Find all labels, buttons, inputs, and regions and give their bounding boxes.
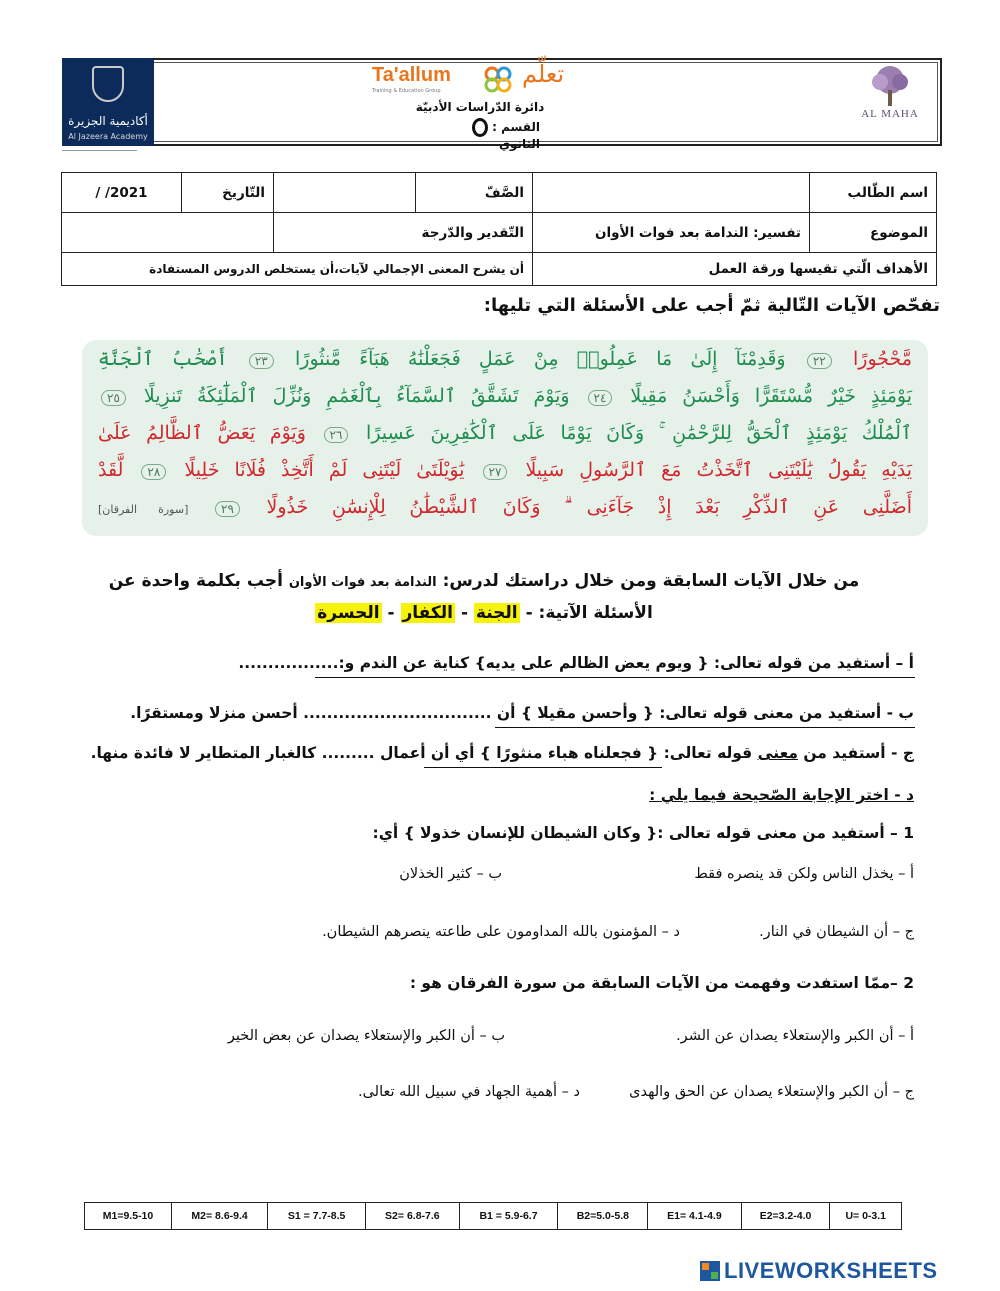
partner-subtitle: Training & Education Group bbox=[372, 88, 441, 94]
date-label: التّاريخ bbox=[182, 173, 274, 213]
grade-cell: B2=5.0-5.8 bbox=[558, 1203, 648, 1230]
question-a-verse: { ويوم يعض الظالم على يديه} bbox=[474, 654, 709, 672]
mcq-2-option-b[interactable]: ب – أن الكبر والإستعلاء يصدان عن بعض الخير bbox=[227, 1028, 505, 1044]
intro-part-3: الأسئلة الآتية: bbox=[538, 603, 653, 623]
question-a bbox=[84, 654, 914, 672]
mcq-2-option-a[interactable]: أ – أن الكبر والإستعلاء يصدان عن الشر. bbox=[676, 1028, 914, 1044]
grade-cell: E1= 4.1-4.9 bbox=[648, 1203, 741, 1230]
partner-name-en: Ta'allum bbox=[372, 64, 451, 86]
mcq-2-option-c[interactable]: ج – أن الكبر والإستعلاء يصدان عن الحق والهدى bbox=[629, 1084, 914, 1100]
mcq-2-option-d[interactable]: د – أهمية الجهاد في سبيل الله تعالى. bbox=[357, 1084, 580, 1100]
goals-label: الأهداف الّتي تقيسها ورقة العمل bbox=[533, 253, 937, 286]
crest-icon bbox=[92, 66, 124, 102]
word-bank-item: الجنة bbox=[475, 603, 518, 623]
verse-text: يَٰوَيْلَتَىٰ لَيْتَنِى لَمْ أَتَّخِذْ فُلَانًا خَلِيلًا bbox=[184, 459, 465, 481]
section-d bbox=[84, 786, 914, 804]
grade-cell: M2= 8.6-9.4 bbox=[172, 1203, 268, 1230]
verse-number: ٢٤ bbox=[588, 390, 613, 406]
verse-line-3 bbox=[98, 422, 912, 444]
verse-number: ٢٩ bbox=[215, 501, 240, 517]
verse-text: وَقَدِمْنَآ إِلَىٰ مَا عَمِلُوا۟ مِنْ عَمَلٍ فَجَعَلْنَٰهُ هَبَآءً مَّنثُورًا bbox=[295, 348, 786, 370]
verse-number: ٢٢ bbox=[807, 353, 832, 369]
verse-text: لَّقَدْ bbox=[98, 459, 124, 481]
quran-verses-panel bbox=[82, 340, 928, 536]
liveworksheets-badge-icon bbox=[700, 1261, 720, 1281]
word-bank-intro bbox=[84, 566, 884, 628]
instruction-heading: تفحّص الآيات التّالية ثمّ أجب على الأسئلة التي تليها: bbox=[483, 295, 940, 316]
separator: - bbox=[387, 603, 395, 623]
verse-text: وَيَوْمَ يَعَضُّ ٱلظَّالِمُ عَلَىٰ bbox=[98, 422, 306, 444]
right-logo-text: AL MAHA bbox=[861, 108, 919, 120]
question-c-word: معنى bbox=[757, 744, 798, 762]
word-bank-item: الحسرة bbox=[317, 603, 380, 623]
question-c-blank[interactable]: أن أعمال ......... كالغبار المتطاير لا فائدة منها. bbox=[90, 744, 450, 762]
verse-text: يَوْمَئِذٍ خَيْرٌ مُّسْتَقَرًّا وَأَحْسَنُ مَقِيلًا bbox=[630, 385, 912, 407]
student-info-table bbox=[61, 172, 937, 286]
question-c bbox=[84, 744, 914, 762]
department-title: دائرة الدّراسات الأدبيّة bbox=[415, 100, 545, 114]
intro-part-1: من خلال الآيات السابقة ومن خلال دراستك لدرس: bbox=[442, 571, 860, 591]
verse-number: ٢٨ bbox=[141, 464, 166, 480]
grade-cell: M1=9.5-10 bbox=[85, 1203, 172, 1230]
header-rule bbox=[62, 150, 137, 151]
mcq-1: 1 – أستفيد من معنى قوله تعالى :{ وكان الشيطان للإنسان خذولا } أي: bbox=[372, 824, 914, 842]
school-name-en: Al Jazeera Academy bbox=[68, 132, 148, 141]
verse-text: يَدَيْهِ يَقُولُ يَٰلَيْتَنِى ٱتَّخَذْتُ مَعَ ٱلرَّسُولِ سَبِيلًا bbox=[525, 459, 913, 481]
verse-text: ٱلْمُلْكُ يَوْمَئِذٍ ٱلْحَقُّ لِلرَّحْمَٰنِ ۚ وَكَانَ يَوْمًا عَلَى ٱلْكَٰفِرِينَ عَسِيرًا bbox=[366, 422, 912, 444]
topic-label: الموضوع bbox=[810, 213, 937, 253]
grade-cell: E2=3.2-4.0 bbox=[741, 1203, 830, 1230]
question-b-blank[interactable]: ................................ أحسن منزلا ومستقرًا. bbox=[130, 704, 492, 722]
question-b-prefix: ب - أستفيد من معنى قوله تعالى: bbox=[659, 704, 914, 722]
school-logo bbox=[62, 58, 154, 146]
liveworksheets-logo[interactable] bbox=[700, 1258, 1000, 1284]
verse-line-4 bbox=[98, 459, 912, 481]
separator: - bbox=[460, 603, 468, 623]
grade-cell: S1 = 7.7-8.5 bbox=[268, 1203, 366, 1230]
mcq-1-option-c[interactable]: ج – أن الشيطان في النار. bbox=[759, 924, 914, 940]
verse-line-5 bbox=[98, 496, 912, 518]
lesson-name: الندامة بعد فوات الأوان bbox=[288, 575, 437, 590]
section-line bbox=[430, 118, 540, 151]
verse-number: ٢٧ bbox=[483, 464, 508, 480]
question-a-underline bbox=[315, 677, 915, 678]
question-c-verse: { فجعلناه هباء منثورًا } أي bbox=[454, 744, 659, 762]
topic-value: تفسير: الندامة بعد فوات الأوان bbox=[533, 213, 810, 253]
liveworksheets-text: LIVEWORKSHEETS bbox=[724, 1258, 938, 1283]
verse-number: ٢٦ bbox=[324, 427, 349, 443]
question-c-prefix: ج - أستفيد من bbox=[803, 744, 914, 762]
section-grade: الثانوي bbox=[498, 137, 540, 151]
verse-number: ٢٥ bbox=[101, 390, 126, 406]
question-c-underline bbox=[424, 767, 662, 768]
class-field[interactable] bbox=[274, 173, 416, 213]
right-logo bbox=[842, 62, 938, 142]
mcq-1-option-d[interactable]: د – المؤمنون بالله المداومون على طاعته ينصرهم الشيطان. bbox=[322, 924, 680, 940]
question-a-blank[interactable]: كناية عن الندم و:................. bbox=[238, 654, 470, 672]
verse-text: أَصْحَٰبُ ٱلْجَنَّةِ bbox=[98, 348, 228, 370]
tree-icon bbox=[868, 64, 912, 108]
question-c-mid: قوله تعالى: bbox=[663, 744, 753, 762]
question-b bbox=[84, 704, 914, 722]
word-bank-item: الكفار bbox=[402, 603, 454, 623]
grade-cell: U= 0-3.1 bbox=[830, 1203, 902, 1230]
partner-logo bbox=[372, 62, 602, 98]
grade-scale-table bbox=[84, 1202, 902, 1230]
grade-label: التّقدير والدّرجة bbox=[274, 213, 533, 253]
class-label: الصَّفّ bbox=[416, 173, 533, 213]
grade-field[interactable] bbox=[62, 213, 274, 253]
verse-number: ٢٣ bbox=[249, 353, 274, 369]
verse-text: وَيَوْمَ تَشَقَّقُ ٱلسَّمَآءُ بِٱلْغَمَٰمِ وَنُزِّلَ ٱلْمَلَٰٓئِكَةُ تَنزِيلًا bbox=[143, 385, 570, 407]
mcq-2: 2 –ممّا استفدت وفهمت من الآيات السابقة من سورة الفرقان هو : bbox=[409, 974, 914, 992]
verse-line-2 bbox=[98, 385, 912, 407]
verse-line-1 bbox=[98, 348, 912, 370]
question-a-prefix: أ – أستفيد من قوله تعالى: bbox=[713, 654, 914, 672]
mcq-1-option-b[interactable]: ب – كثير الخذلان bbox=[399, 866, 502, 882]
mcq-1-option-a[interactable]: أ – يخذل الناس ولكن قد ينصره فقط bbox=[694, 866, 914, 882]
surah-reference: [سورة الفرقان] bbox=[98, 503, 189, 516]
student-name-field[interactable] bbox=[533, 173, 810, 213]
section-d-title: د - اختر الإجابة الصّحيحة فيما يلي : bbox=[649, 786, 914, 804]
school-name-ar: أكاديمية الجزيرة bbox=[68, 114, 148, 128]
section-label: القسم : bbox=[492, 120, 540, 134]
selected-circle-icon bbox=[472, 118, 488, 137]
student-label: اسم الطّالب bbox=[810, 173, 937, 213]
date-field[interactable]: 2021/ / bbox=[62, 173, 182, 213]
verse-text: مَّحْجُورًا bbox=[853, 348, 912, 370]
grade-cell: B1 = 5.9-6.7 bbox=[459, 1203, 558, 1230]
separator: - bbox=[525, 603, 533, 623]
verse-text: أَضَلَّنِى عَنِ ٱلذِّكْرِ بَعْدَ إِذْ جَآءَنِى ۗ وَكَانَ ٱلشَّيْطَٰنُ لِلْإِنسَٰنِ خَذُولًا bbox=[266, 496, 912, 518]
partner-name-ar: تعلّم bbox=[522, 60, 565, 88]
goals-value: أن يشرح المعنى الإجمالي لآيات،أن يستخلص الدروس المستفادة bbox=[62, 253, 533, 286]
intro-part-2: أجب بكلمة واحدة عن bbox=[108, 571, 283, 591]
question-b-underline bbox=[495, 727, 915, 728]
grade-cell: S2= 6.8-7.6 bbox=[366, 1203, 459, 1230]
question-b-verse: { وأحسن مقيلا } أن bbox=[496, 704, 654, 722]
